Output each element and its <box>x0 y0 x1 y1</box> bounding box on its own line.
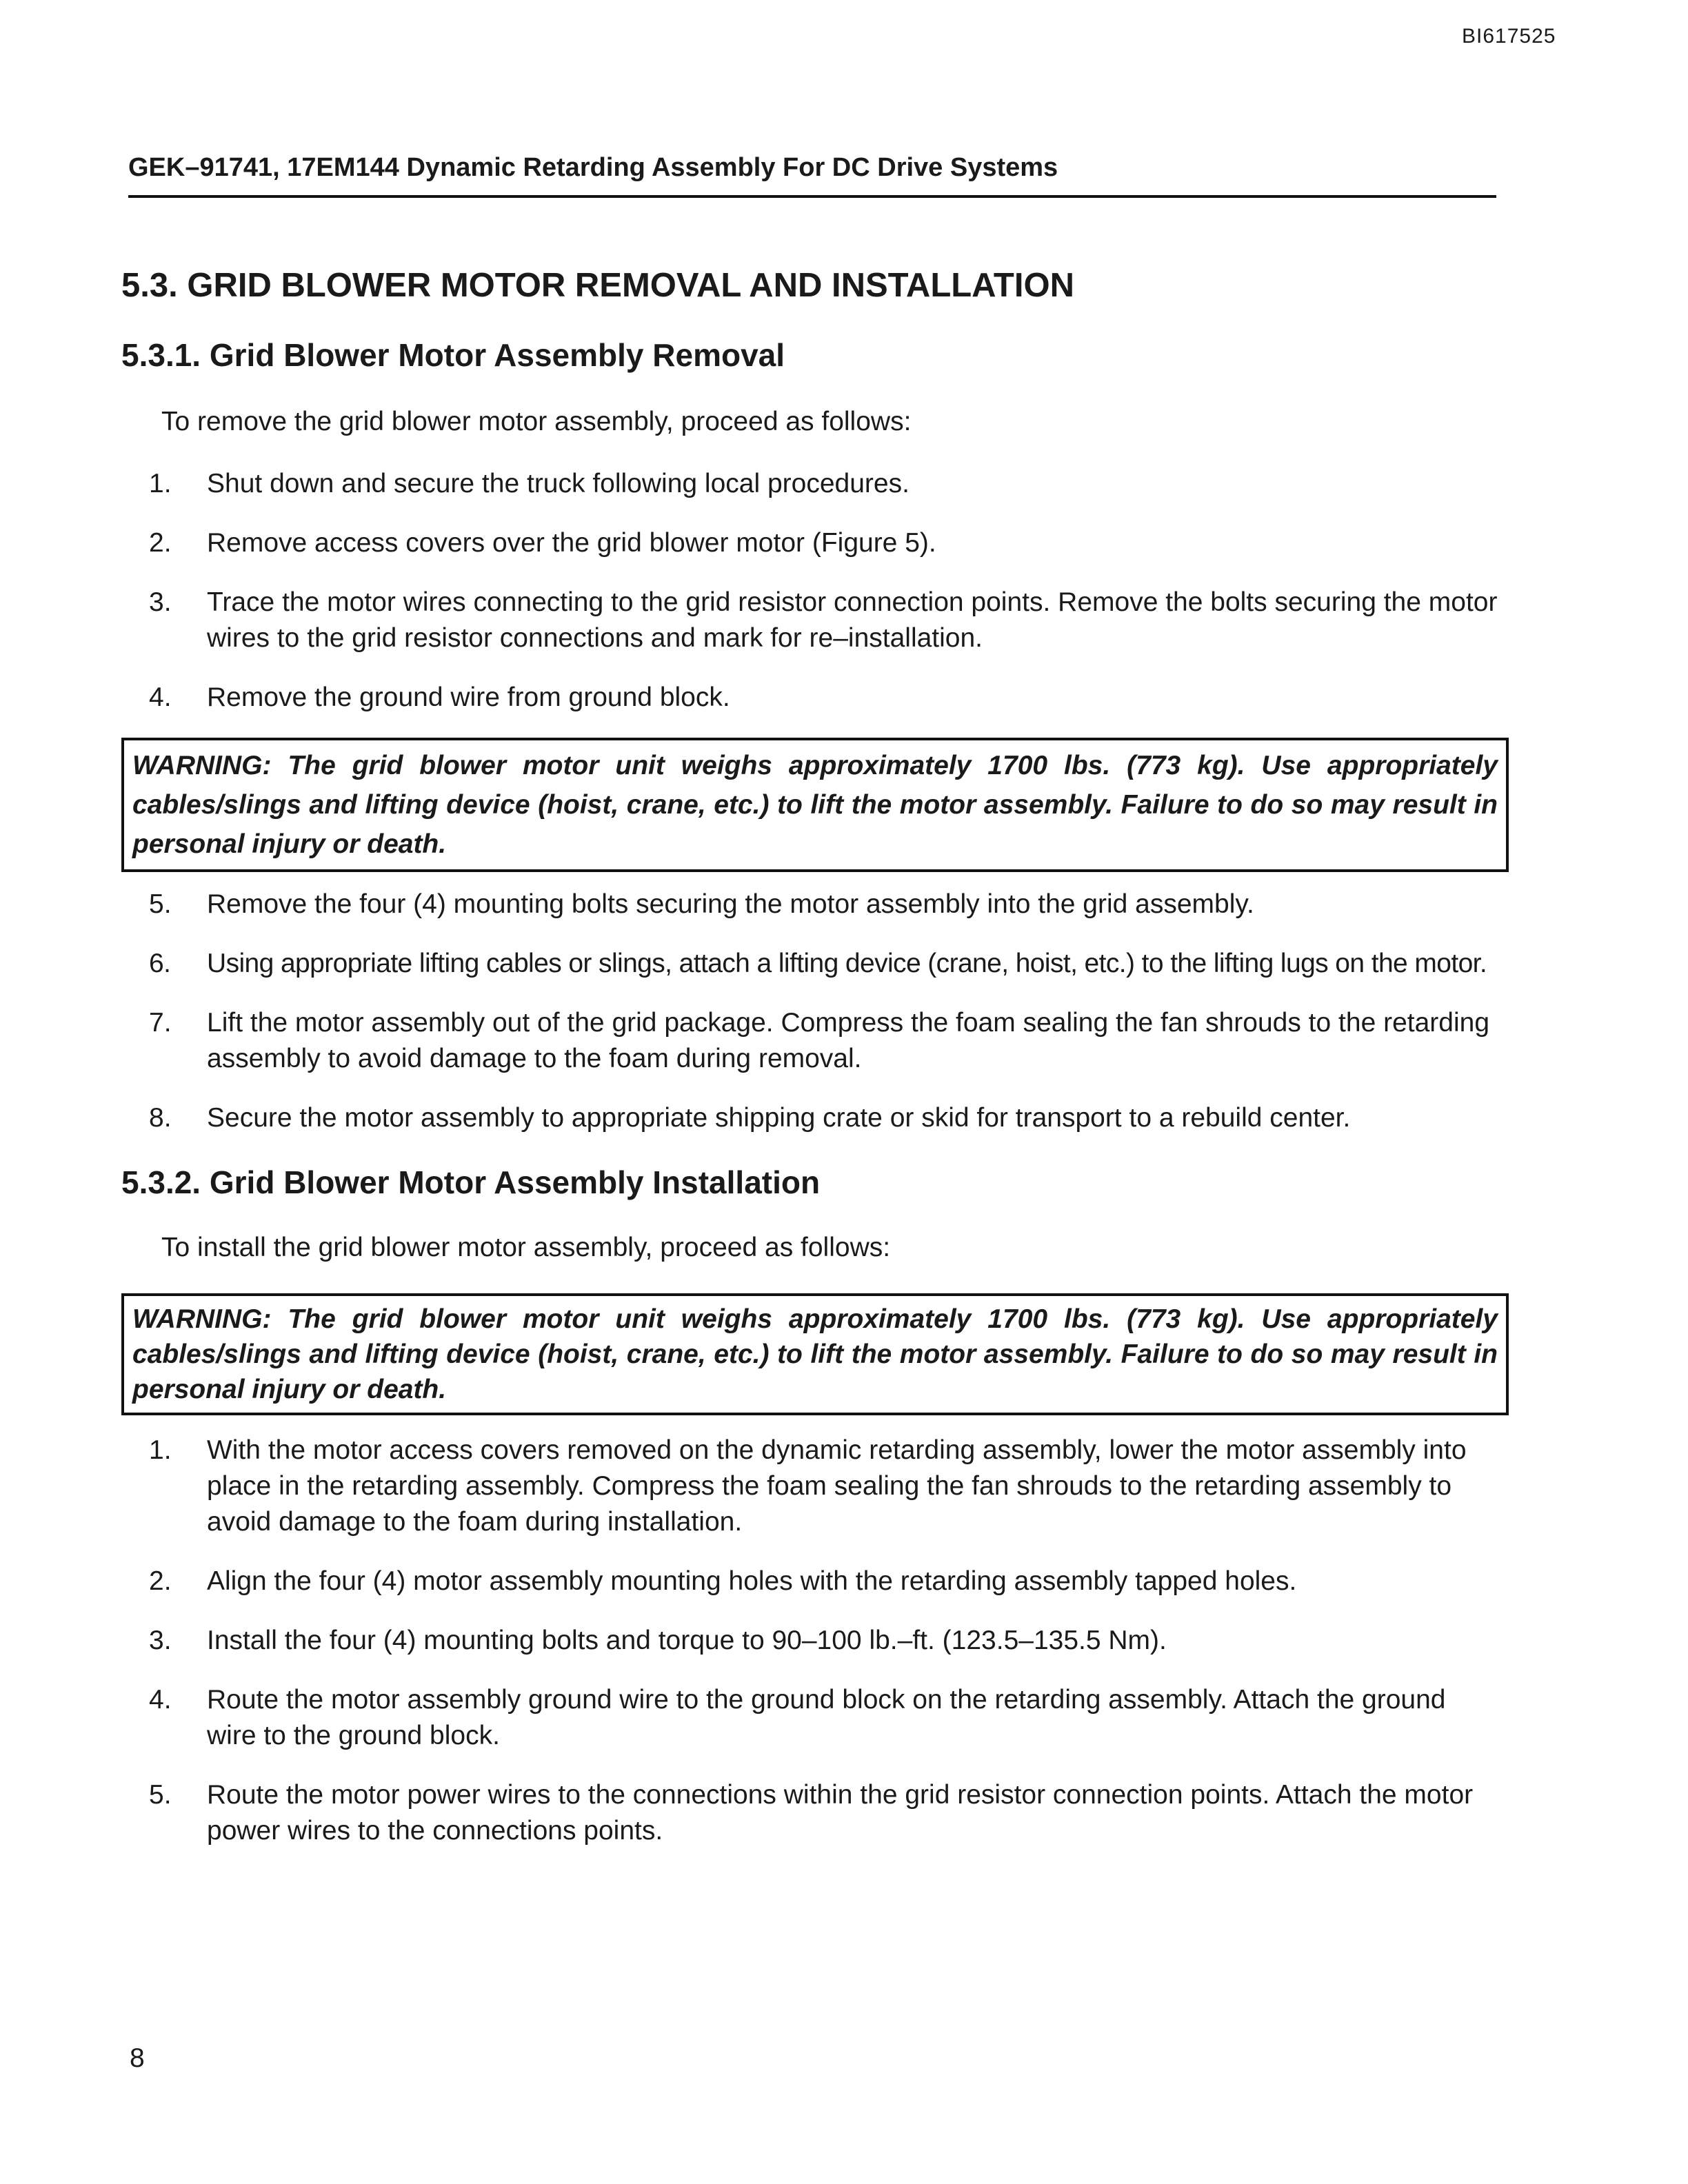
subsection-title-installation: 5.3.2. Grid Blower Motor Assembly Installation <box>121 1164 821 1200</box>
list-item <box>149 1564 1498 1599</box>
page-number: 8 <box>130 2043 145 2073</box>
removal-steps-part-1 <box>149 466 1498 716</box>
removal-steps-part-2 <box>149 887 1498 1136</box>
step-number: 3. <box>149 1626 172 1655</box>
running-header: GEK–91741, 17EM144 Dynamic Retarding Assembly For DC Drive Systems <box>128 153 1496 198</box>
step-number: 3. <box>149 587 172 617</box>
installation-intro: To install the grid blower motor assembly, proceed as follows: <box>161 1233 891 1262</box>
warning-box-installation: WARNING: The grid blower motor unit weighs approximately 1700 lbs. (773 kg). Use appropriately cables/slings and lifting device (hoist, crane, etc.) to lift the motor assembly. Failure to do so may result in personal injury or death. <box>121 1293 1509 1415</box>
step-text: Remove the ground wire from ground block. <box>207 682 730 712</box>
list-item <box>149 1682 1498 1754</box>
section-title: 5.3. GRID BLOWER MOTOR REMOVAL AND INSTALLATION <box>121 267 1074 304</box>
warning-box-removal: WARNING: The grid blower motor unit weighs approximately 1700 lbs. (773 kg). Use appropriately cables/slings and lifting device (hoist, crane, etc.) to lift the motor assembly. Failure to do so may result in personal injury or death. <box>121 738 1509 872</box>
list-item <box>149 1005 1498 1077</box>
list-item <box>149 1777 1498 1849</box>
removal-intro: To remove the grid blower motor assembly, proceed as follows: <box>161 407 912 436</box>
list-item <box>149 466 1498 502</box>
step-text: Trace the motor wires connecting to the grid resistor connection points. Remove the bolts securing the motor wires to the grid resistor connections and mark for re–installation. <box>207 587 1498 653</box>
step-number: 5. <box>149 889 172 919</box>
step-number: 5. <box>149 1780 172 1810</box>
list-item <box>149 1100 1498 1136</box>
list-item <box>149 680 1498 716</box>
step-text: Route the motor power wires to the connections within the grid resistor connection points. Attach the motor power wires to the connections points. <box>207 1780 1474 1846</box>
step-text: Remove the four (4) mounting bolts securing the motor assembly into the grid assembly. <box>207 889 1254 919</box>
step-text: Using appropriate lifting cables or slings, attach a lifting device (crane, hoist, etc.) to the lifting lugs on the motor. <box>207 949 1487 978</box>
step-text: Install the four (4) mounting bolts and torque to 90–100 lb.–ft. (123.5–135.5 Nm). <box>207 1626 1167 1655</box>
step-number: 1. <box>149 469 172 498</box>
step-text: Shut down and secure the truck following local procedures. <box>207 469 910 498</box>
subsection-title-removal: 5.3.1. Grid Blower Motor Assembly Removal <box>121 337 785 373</box>
step-text: Remove access covers over the grid blower motor (Figure 5). <box>207 528 936 558</box>
installation-steps <box>149 1433 1498 1849</box>
step-number: 2. <box>149 1566 172 1596</box>
step-number: 4. <box>149 682 172 712</box>
step-number: 2. <box>149 528 172 558</box>
step-text: Lift the motor assembly out of the grid package. Compress the foam sealing the fan shrouds to the retarding assembly to avoid damage to the foam during removal. <box>207 1008 1490 1073</box>
step-text: Route the motor assembly ground wire to the ground block on the retarding assembly. Attach the ground wire to the ground block. <box>207 1685 1446 1750</box>
list-item <box>149 525 1498 561</box>
list-item <box>149 585 1498 656</box>
step-text: Align the four (4) motor assembly mounting holes with the retarding assembly tapped holes. <box>207 1566 1297 1596</box>
step-text: With the motor access covers removed on the dynamic retarding assembly, lower the motor assembly into place in the retarding assembly. Compress the foam sealing the fan shrouds to the retarding assembly to avoid damage to the foam during installation. <box>207 1435 1467 1537</box>
step-number: 1. <box>149 1435 172 1465</box>
document-id: BI617525 <box>1462 25 1556 48</box>
step-number: 6. <box>149 949 171 978</box>
list-item <box>149 1623 1498 1659</box>
step-number: 8. <box>149 1103 172 1133</box>
list-item <box>149 946 1498 982</box>
list-item <box>149 1433 1498 1540</box>
list-item <box>149 887 1498 922</box>
step-number: 4. <box>149 1685 172 1715</box>
step-text: Secure the motor assembly to appropriate shipping crate or skid for transport to a rebuild center. <box>207 1103 1351 1133</box>
step-number: 7. <box>149 1008 172 1038</box>
